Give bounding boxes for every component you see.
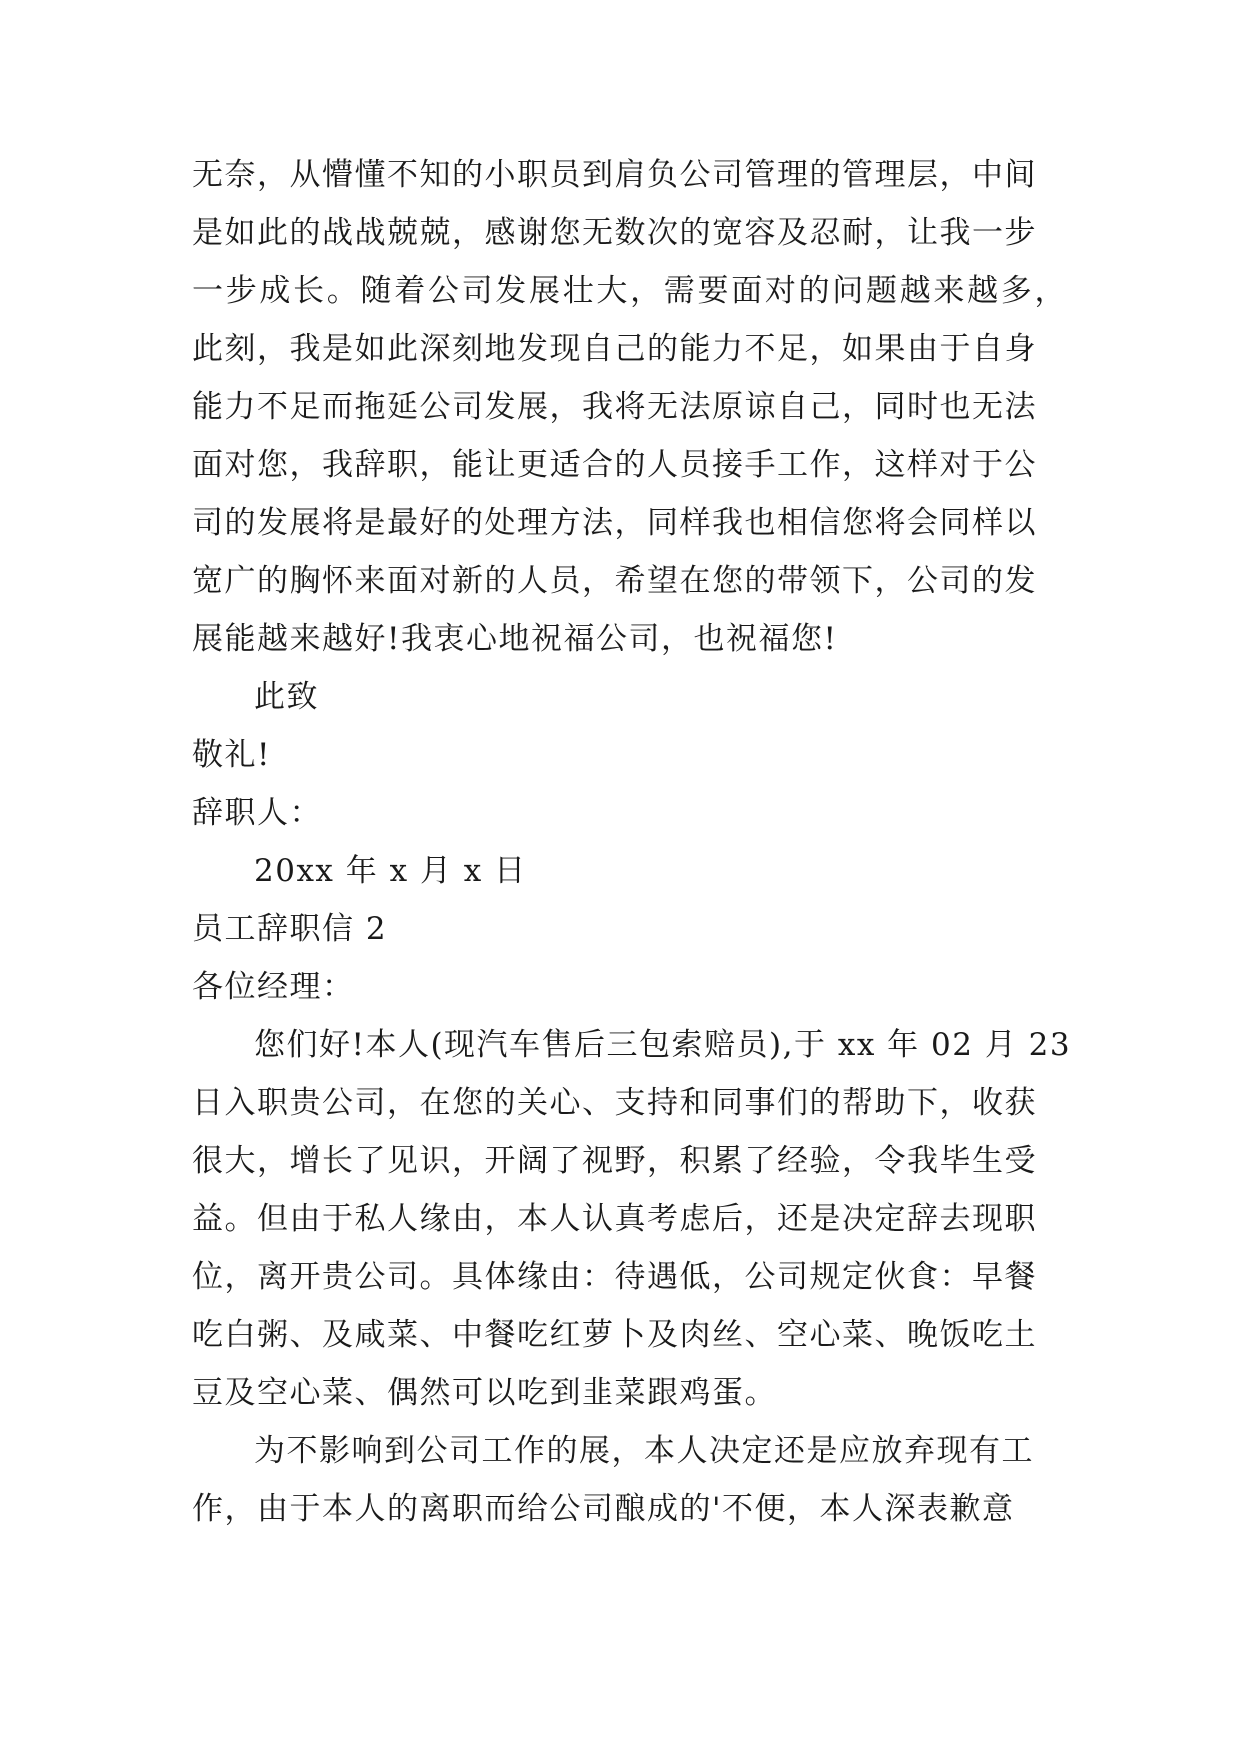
letter-body — [192, 158, 1092, 1550]
text-line: 作，由于本人的离职而给公司酿成的'不便，本人深表歉意 — [192, 1491, 1015, 1527]
closing-regards: 敬礼! — [192, 737, 271, 773]
text-line: 您们好!本人(现汽车售后三包索赔员),于 xx 年 02 月 23 — [254, 1027, 1072, 1063]
text-line: 司的发展将是最好的处理方法，同样我也相信您将会同样以 — [192, 505, 1037, 541]
text-line: 宽广的胸怀来面对新的人员，希望在您的带领下，公司的发 — [192, 563, 1037, 599]
closing-salutation: 此致 — [254, 679, 319, 715]
signature-label: 辞职人： — [192, 795, 322, 831]
letter-date: 20xx 年 x 月 x 日 — [254, 853, 527, 889]
text-line: 日入职贵公司，在您的关心、支持和同事们的帮助下，收获 — [192, 1085, 1037, 1121]
text-line: 能力不足而拖延公司发展，我将无法原谅自己，同时也无法 — [192, 389, 1037, 425]
text-line: 益。但由于私人缘由，本人认真考虑后，还是决定辞去现职 — [192, 1201, 1037, 1237]
text-line: 很大，增长了见识，开阔了视野，积累了经验，令我毕生受 — [192, 1143, 1037, 1179]
text-line: 为不影响到公司工作的展，本人决定还是应放弃现有工 — [254, 1433, 1034, 1469]
text-line: 面对您，我辞职，能让更适合的人员接手工作，这样对于公 — [192, 447, 1037, 483]
text-line: 是如此的战战兢兢，感谢您无数次的宽容及忍耐，让我一步 — [192, 215, 1037, 251]
text-line: 展能越来越好!我衷心地祝福公司，也祝福您! — [192, 621, 838, 657]
text-line: 此刻，我是如此深刻地发现自己的能力不足，如果由于自身 — [192, 331, 1037, 367]
letter-greeting: 各位经理： — [192, 969, 355, 1005]
text-line: 无奈，从懵懂不知的小职员到肩负公司管理的管理层，中间 — [192, 157, 1037, 193]
section-title: 员工辞职信 2 — [192, 911, 388, 947]
text-line: 一步成长。随着公司发展壮大，需要面对的问题越来越多， — [192, 273, 1069, 309]
text-line: 位，离开贵公司。具体缘由：待遇低，公司规定伙食：早餐 — [192, 1259, 1037, 1295]
text-line: 吃白粥、及咸菜、中餐吃红萝卜及肉丝、空心菜、晚饭吃土 — [192, 1317, 1037, 1353]
text-line: 豆及空心菜、偶然可以吃到韭菜跟鸡蛋。 — [192, 1375, 777, 1411]
